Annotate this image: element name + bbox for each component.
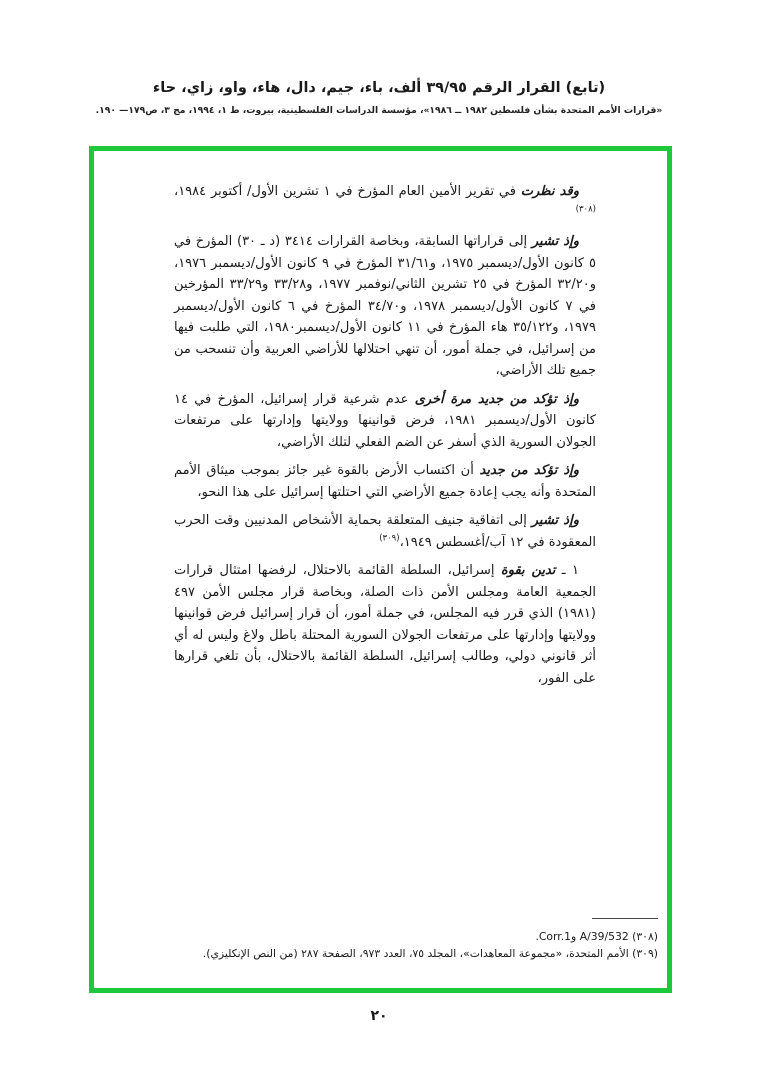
paragraph-2 xyxy=(174,231,596,382)
paragraph-lead: تدين بقوة xyxy=(500,563,556,578)
footnote-separator-rule xyxy=(592,918,658,919)
paragraph-text: إلى قراراتها السابقة، وبخاصة القرارات ٣٤١٤ (د ـ ٣٠) المؤرخ في ٥ كانون الأول/ديسمبر ١٩٧٥، و٣١/٦١ المؤرخ في ٩ كانون الأول/ديسمبر ١٩٧٦، و٣٢/٢٠ المؤرخ في ٢٥ تشرين الثاني/نوفمبر ١٩٧٧، و٣٣/٢٨ و٣٣/٢٩ المؤرخين في ٧ كانون الأول/ديسمبر ١٩٧٨، و٣٤/٧٠ المؤرخ في ٦ كانون الأول/ديسمبر ١٩٧٩، و٣٥/١٢٢ هاء المؤرخ في ١١ كانون الأول/ديسمبر١٩٨٠، التي طلبت فيها من إسرائيل، في جملة أمور، أن تنهي احتلالها للأراضي العربية وأن تنسحب من جميع تلك الأراضي، xyxy=(174,234,597,378)
page-number: ٢٠ xyxy=(370,1008,388,1024)
paragraph-4 xyxy=(174,460,596,503)
paragraph-lead: وقد نظرت xyxy=(520,184,579,199)
footnote-309: (٣٠٩) الأمم المتحدة، «مجموعة المعاهدات»، المجلد ٧٥، العدد ٩٧٣، الصفحة ٢٨٧ (من النص الإنكليزي). xyxy=(202,947,658,960)
paragraph-text: أن اكتساب الأرض بالقوة غير جائز بموجب ميثاق الأمم المتحدة وأنه يجب إعادة جميع الأراضي التي احتلتها إسرائيل على هذا النحو، xyxy=(174,463,596,500)
paragraph-lead: وإذ تؤكد من جديد xyxy=(479,463,579,478)
paragraph-lead: وإذ تؤكد من جديد مرة أخرى xyxy=(414,391,579,407)
footnote-ref-308: (٣٠٨) xyxy=(575,204,596,215)
paragraph-6-operative-1 xyxy=(174,560,596,689)
paragraph-text: في تقرير الأمين العام المؤرخ في ١ تشرين الأول/ أكتوبر ١٩٨٤، xyxy=(174,184,521,199)
operative-number: ١ ـ xyxy=(555,563,580,578)
paragraph-lead: وإذ تشير xyxy=(531,513,579,528)
footnotes-section xyxy=(180,918,658,962)
footnote-308: (٣٠٨) A/39/532 وCorr.1. xyxy=(535,930,658,943)
paragraph-5 xyxy=(174,510,596,553)
resolution-body xyxy=(174,181,596,696)
footnote-ref-309: (٣٠٩) xyxy=(379,533,400,544)
paragraph-text: إلى اتفاقية جنيف المتعلقة بحماية الأشخاص المدنيين وقت الحرب المعقودة في ١٢ آب/أغسطس ١٩٤٩، xyxy=(174,513,596,550)
green-frame xyxy=(89,146,672,993)
paragraph-text: إسرائيل، السلطة القائمة بالاحتلال، لرفضها امتثال قرارات الجمعية العامة ومجلس الأمن ذات الصلة، وبخاصة قرار مجلس الأمن ٤٩٧ (١٩٨١) الذي قرر فيه المجلس، في جملة أمور، أن قرار إسرائيل فرض قوانينها وولايتها وإدارتها على مرتفعات الجولان السورية المحتلة باطل ولاغ وليس له أي أثر قانوني دولي، وطالب إسرائيل، السلطة القائمة بالاحتلال، بأن تلغي قرارها على الفور، xyxy=(174,563,596,686)
resolution-title: (تابع) القرار الرقم ٣٩/٩٥ ألف، باء، جيم، دال، هاء، واو، زاي، حاء xyxy=(152,80,606,96)
paragraph-1 xyxy=(174,181,596,224)
paragraph-3 xyxy=(174,389,596,454)
paragraph-lead: وإذ تشير xyxy=(531,234,579,249)
paragraph-text: عدم شرعية قرار إسرائيل، المؤرخ في ١٤ كانون الأول/ديسمبر ١٩٨١، فرض قوانينها وولايتها وإدارتها على مرتفعات الجولان السورية الذي أسفر عن الضم الفعلي لتلك الأراضي، xyxy=(174,391,597,450)
source-citation-line: «قرارات الأمم المتحدة بشأن فلسطين ١٩٨٢ ــ ١٩٨٦»، مؤسسة الدراسات الفلسطينية، بيروت، ط ١، ١٩٩٤، مج ٣، ص١٧٩— ١٩٠. xyxy=(95,105,663,116)
